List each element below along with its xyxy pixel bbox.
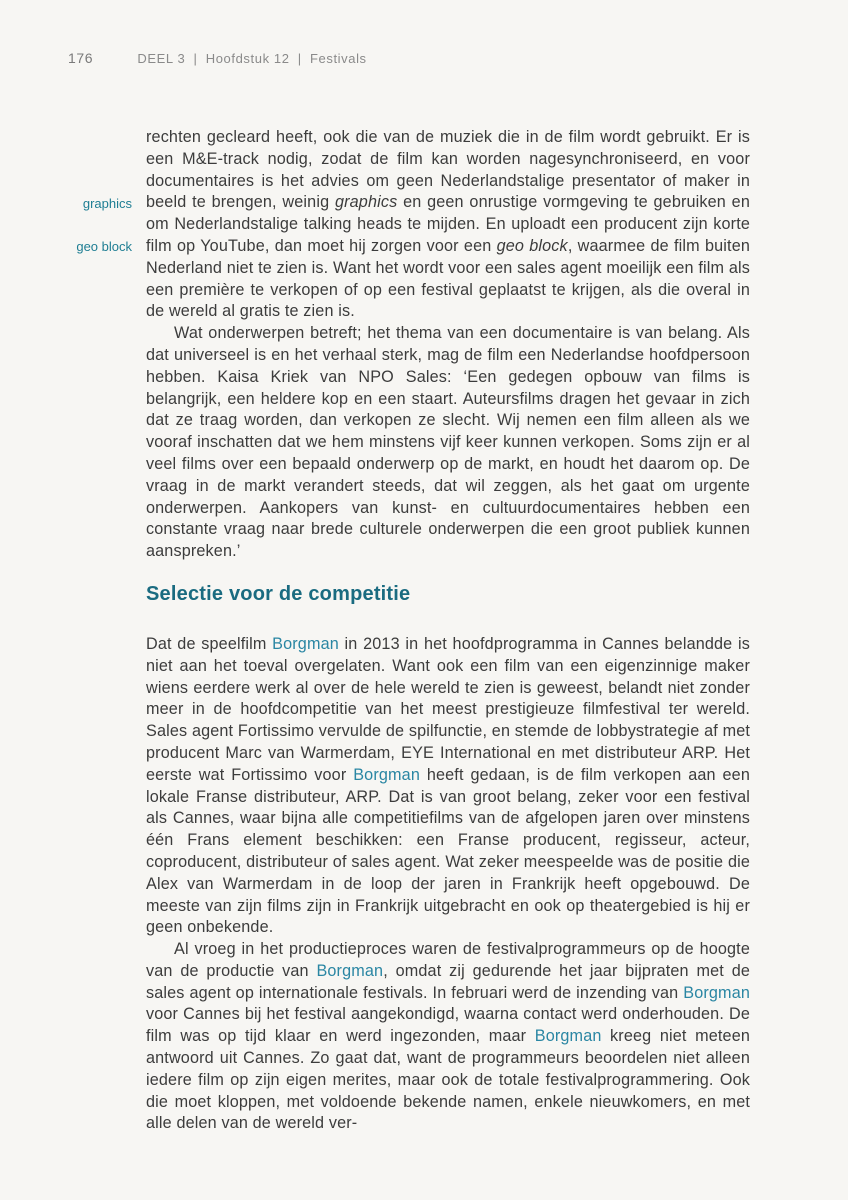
body-text [146,127,750,1135]
paragraph-1 [146,127,750,323]
text-run: Al vroeg in het productieproces waren de festivalprogrammeurs op de hoogte van de productie van [146,940,750,980]
film-title-borgman: Borgman [683,983,750,1002]
film-title-borgman: Borgman [316,961,384,980]
film-title-borgman: Borgman [272,634,339,653]
emphasis-graphics: graphics [334,193,398,212]
header-chapter: Hoofdstuk 12 [205,51,290,66]
header-part: DEEL 3 [137,51,186,66]
text-run: Dat de speelfilm [146,634,273,653]
margin-note-graphics: graphics [82,196,132,211]
paragraph-4 [146,939,750,1135]
header-separator: | [193,51,198,66]
film-title-borgman: Borgman [534,1027,602,1046]
emphasis-geo-block: geo block [496,236,568,255]
header-separator: | [297,51,302,66]
text-run: in 2013 in het hoofdprogramma in Cannes belandde is niet aan het toeval overgelaten. Want ook een film van een eigenzinnige maker wiens eerdere werk al over de hele wereld te zien is geweest, belandt niet zonder meer in de hoofdcompetitie van het meest prestigieuze filmfestival ter wereld. Sales agent Fortissimo vervulde de spilfunctie, en stemde de lobbystrategie af met producent Marc van Warmerdam, EYE International en met distributeur ARP. Het eerste wat Fortissimo voor [146,634,750,784]
text-run: voor Cannes bij het festival aangekondigd, waarna contact werd onderhouden. De film was op tijd klaar en werd ingezonden, maar [146,1005,750,1046]
running-header [68,50,367,66]
section-heading: Selectie voor de competitie [146,582,411,605]
paragraph-2: Wat onderwerpen betreft; het thema van een documentaire is van belang. Als dat universeel is en het verhaal sterk, mag de film een Nederlandse hoofdpersoon hebben. Kaisa Kriek van NPO Sales: ‘Een gedegen opbouw van films is belangrijk, een heldere kop en een staart. Auteursfilms dragen het gevaar in zich dat ze traag worden, dan verkopen ze slecht. Wij nemen een film alleen als we vooraf inschatten dat we hem minstens vijf keer kunnen verkopen. Soms zijn er al veel films over een bepaald onderwerp op de markt, en houdt het daarom op. De vraag in de markt verandert steeds, dat wil zeggen, als het gaat om urgente onderwerpen. Aankopers van kunst- en cultuurdocumentaires hebben een constante vraag naar brede culturele onderwerpen die een groot publiek kunnen aanspreken.’ [146,324,750,561]
text-run: kreeg niet meteen antwoord uit Cannes. Zo gaat dat, want de programmeurs beoordelen niet alleen iedere film op zijn eigen merites, maar ook de totale festivalprogrammering. Ook die moet kloppen, met voldoende bekende namen, enkele nieuwkomers, en met alle delen van de wereld ver- [146,1027,750,1133]
margin-note-geo-block: geo block [76,239,132,254]
text-run: , waarmee de film buiten Nederland niet te zien is. Want het wordt voor een sales agent moeilijk een film als een première te verkopen of op een festival geplaatst te krijgen, als die overal in de wereld al gratis te zien is. [146,236,750,321]
text-run: rechten gecleard heeft, ook die van de muziek die in de film wordt gebruikt. Er is een M&E-track nodig, zodat de film kan worden nagesynchroniseerd, en voor documentaires is het advies om geen Nederlandstalige presentator of maker in beeld te brengen, weinig [146,128,750,212]
page-number: 176 [68,50,94,66]
text-run: , omdat zij gedurende het jaar bijpraten met de sales agent op internationale festivals. In februari werd de inzending van [146,961,751,1002]
film-title-borgman: Borgman [353,765,420,784]
paragraph-3 [146,634,750,939]
text-run: en geen onrustige vormgeving te gebruiken en om Nederlandstalige talking heads te mijden. En uploadt een producent zijn korte film op YouTube, dan moet hij zorgen voor een [146,193,750,255]
header-section: Festivals [309,51,367,66]
text-run: heeft gedaan, is de film verkopen aan een lokale Franse distributeur, ARP. Dat is van groot belang, zeker voor een festival als Cannes, waar bijna alle competitiefilms van de afgelopen jaren over minstens één Frans element beschikken: een Franse producent, regisseur, acteur, coproducent, distributeur of sales agent. Wat zeker meespeelde was de positie die Alex van Warmerdam in de loop der jaren in Frankrijk heeft opgebouwd. De meeste van zijn films zijn in Frankrijk uitgebracht en ook op theatergebied is hij er geen onbekende. [146,765,750,937]
